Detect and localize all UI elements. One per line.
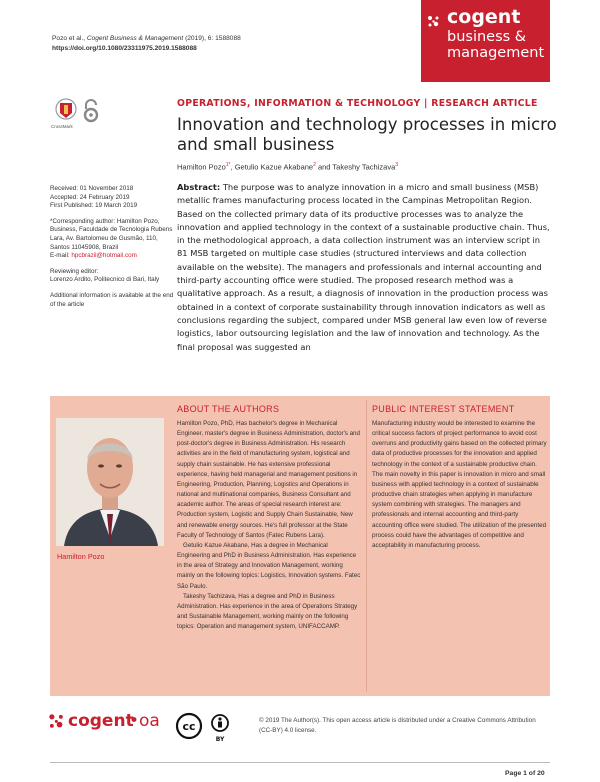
author-bio: Hamilton Pozo, PhD, Has bachelor's degree in Mechanical Engineer, master's degree in Business Administration, doctor's and post-doctor's degree in Business Administration. His research activities are in the field of manufacturing system, logistical and supply chain sustainable. He has extensive professional experience, having held managerial and management positions in Engineering, Production, Planning, Logistics and Operations in national and multinational companies, Business Consultant and academic author. The areas of special research interest are: Production system, Logistic and Supply Chain Sustainable, New and renewable energy sources. He's full professor at the State Faculty of Technology of Santos (Fatec Rubens Lara). (177, 420, 360, 539)
cc-label: cc (182, 720, 196, 733)
crossmark-label: CrossMark (51, 124, 73, 129)
section-label: OPERATIONS, INFORMATION & TECHNOLOGY | RESEARCH ARTICLE (177, 98, 538, 109)
cogent-dots-icon (427, 15, 441, 29)
journal-brand-block (421, 0, 550, 82)
author-name[interactable]: Hamilton Pozo (177, 162, 226, 172)
logo-suffix: •oa (129, 711, 160, 731)
logo-text: cogent (68, 711, 134, 731)
by-label: BY (215, 736, 225, 743)
panel-divider (366, 400, 367, 692)
author-name[interactable]: Getulio Kazue Akabane (234, 162, 314, 172)
accepted-date: Accepted: 24 February 2019 (50, 193, 130, 201)
author-bio: Getulio Kazue Akabane, Has a degree in Mechanical Engineering and PhD in Business Administration. Has experience in the area of Strategy and Innovation Management, working mainly on the following topics: Logistics, Innovation systems. Fatec São Paulo. (177, 541, 361, 590)
brand-name: cogent (447, 6, 521, 28)
brand-subtitle-line1: business & (447, 29, 527, 45)
public-interest-text: Manufacturing industry would be interested to examine the critical success factors of project performance to avoid cost overruns and productivity gains based on the collected primary data of productive processes for the innovation and applied technology in the context of a sustainable productive chain. The main novelty in this paper is innovation in micro and small business with applied technology in a context of sustainable productive chain strategies when applying in manufacture system combining with strategies. The managers and professionals and internal accounting and third-party accounting office were studied. The utilization of the presented process could have the advantages of competitive and acceptability in manufacturing process. (372, 420, 547, 549)
cogent-oa-logo[interactable] (48, 710, 168, 732)
crossmark-icon[interactable] (55, 98, 77, 124)
author-list (177, 162, 398, 172)
page-number: Page 1 of 20 (505, 770, 545, 777)
article-title: Innovation and technology processes in micro and small business (177, 115, 557, 154)
citation-journal: Cogent Business & Management (86, 35, 184, 42)
license-text: © 2019 The Author(s). This open access article is distributed under a Creative Commons Attribution (CC-BY) 4.0 license. (259, 717, 536, 734)
author-affiliation: 3 (395, 162, 399, 168)
abstract-label: Abstract: (177, 182, 221, 192)
abstract-text: The purpose was to analyze innovation in a micro and small business (MSB) metallic frames manufacturing process located in the Campinas Metropolitan Region. Based on the collected primary data of its productive processes was to analyze the innovation and applied technology in the context of a sustainable productive chain. Thus, in the methodological approach, a data collection instrument was an interview script in 81 MSB targeted on multiple case studies (structured interviews and data collection available on the website). The managers and professionals and internal accounting and third-party accounting office were studied. The proposed research method was a qualitative approach. As a result, a diagnosis of innovation in the production process was obtained in a context of corporate sustainability through innovation indicators as well as conclusions regarding the subject, compared under MSB general law even low of reverse logistics, labor outsourcing legislation and the law of innovation and technology. As the final proposal was suggested an (177, 182, 550, 352)
author-affiliation: 2 (313, 162, 316, 168)
author-photo (56, 418, 164, 546)
article-metadata (50, 185, 175, 316)
brand-subtitle-line2: management (447, 45, 545, 61)
photo-caption: Hamilton Pozo (57, 552, 105, 561)
email-label: E-mail: (50, 252, 72, 260)
email-link[interactable]: hpcbrazil@hotmail.com (71, 252, 137, 260)
cogent-dots-icon (48, 713, 66, 731)
author-separator: , (230, 162, 235, 172)
author-affiliation: 1* (225, 162, 231, 168)
reviewing-editor-label: Reviewing editor: (50, 267, 99, 275)
about-authors-text (177, 419, 361, 632)
brand-subtitle (447, 29, 544, 61)
author-separator: and (315, 162, 333, 172)
author-name[interactable]: Takeshy Tachizava (332, 162, 396, 172)
open-access-icon (82, 98, 100, 124)
additional-info: Additional information is available at the end of the article (50, 291, 174, 308)
citation-volume: (2019), 6: 1588088 (183, 35, 241, 42)
citation-line (52, 34, 241, 44)
corresponding-author: *Corresponding author: Hamilton Pozo, Business, Faculdade de Tecnologia Rubens Lara, Av. Bartolomeu de Gusmão, 110, Santos 11045908, Brazil (50, 217, 173, 251)
public-interest-heading: PUBLIC INTEREST STATEMENT (372, 404, 515, 414)
first-published-date: First Published: 19 March 2019 (50, 202, 138, 210)
cc-by-license-icon[interactable] (175, 712, 249, 744)
about-authors-heading: ABOUT THE AUTHORS (177, 404, 280, 414)
author-bio: Takeshy Tachizava, Has a degree and PhD in Business Administration. Has experience in the area of Operations Strategy and Sustainable Management, working mainly on the following topics: Operation and management system, UNIFACCAMP. (177, 592, 358, 631)
citation-header (52, 34, 241, 54)
received-date: Received: 01 November 2018 (50, 185, 134, 192)
abstract (177, 181, 552, 354)
doi-link[interactable]: https://doi.org/10.1080/23311975.2019.1588088 (52, 45, 197, 52)
citation-authors: Pozo et al., (52, 35, 87, 42)
footer-divider (50, 762, 550, 763)
reviewing-editor: Lorenzo Ardito, Politecnico di Bari, Italy (50, 276, 160, 284)
